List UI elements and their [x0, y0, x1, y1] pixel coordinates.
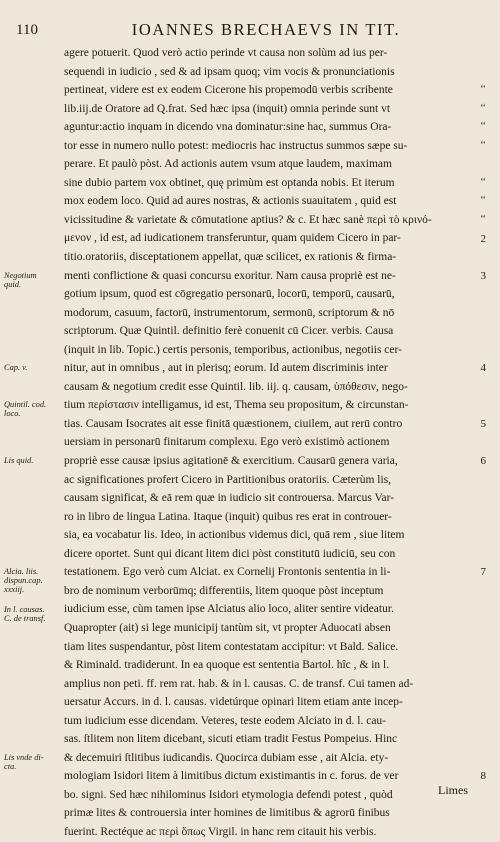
margin-note: Negotium quid.	[4, 270, 37, 289]
text-line: iudicium esse, cùm tamen ipse Alciatus alio loco, aliter sentire videatur.	[64, 603, 394, 616]
text-line: tias. Causam Isocrates ait esse finitā quæstionem, ciuilem, aut rerū contro	[64, 417, 403, 430]
margin-note: Lis quid.	[4, 456, 34, 466]
text-line: bro de nominum verborūmq; differentiis, litem quoque pòst inceptum	[64, 584, 384, 597]
text-line: sia, ea vocabatur lis. Ideo, in actionibus videmus dici, quā rem , siue litem	[64, 529, 405, 542]
quotation-mark: ‘‘	[480, 176, 486, 188]
text-line: uersiam in personarū finitarum complexu. Ego verò existimò actionem	[64, 436, 390, 449]
text-line: primæ lites & controuersia inter homines de limitibus & agrorū finibus	[64, 807, 390, 820]
text-line: tor esse in numero nullo potest: mediocris hac instructus summos sæpe su-	[64, 139, 408, 152]
text-line: uersatur Accurs. in d. l. causas. videtúrque opinari litem etiam ante incep-	[64, 696, 403, 709]
text-line: pertineat, videre est ex eodem Cicerone his propemodū verbis scribente	[64, 84, 393, 97]
left-margin-notes	[4, 0, 62, 816]
text-line: mologiam Isidori litem à limitibus dictum existimantis in c. forus. de ver	[64, 770, 399, 783]
text-line: vicissitudine & varietate & cōmutatione aptius? & c. Et hæc sanè περὶ τὸ κρινό-	[64, 213, 432, 226]
text-line: ac significationes profert Cicero in Partitionibus oratoriis. Cæterùm lis,	[64, 473, 392, 486]
text-line: sine dubio partem vox obtinet, quę primùm est optanda nobis. Et iterum	[64, 176, 395, 189]
text-line: dicere oportet. Sunt qui dicant litem dici pòst constitutū iudiciū, seu con	[64, 547, 396, 560]
catchword: Limes	[438, 783, 468, 797]
quotation-mark: ‘‘	[480, 121, 486, 133]
text-line: (inquit in lib. Topic.) certis personis, temporibus, actionibus, negotiis cer-	[64, 343, 402, 356]
quotation-mark: ‘‘	[480, 195, 486, 207]
margin-number: 5	[480, 418, 486, 430]
text-line: titio.oratoriis, disceptationem appellat, quæ scilicet, ex rationis & firma-	[64, 251, 397, 264]
quotation-mark: ‘‘	[480, 213, 486, 225]
text-line: gotium ipsum, quod est cōgregatio personarū, locorū, temporū, causarū,	[64, 288, 395, 301]
text-line: lib.iij.de Oratore ad Q.frat. Sed hæc ipsa (inquit) omnia perinde sunt vt	[64, 102, 391, 115]
text-line: ro in libro de lingua Latina. Itaque (inquit) quibus res erat in controuer-	[64, 510, 392, 523]
text-line: amplius non peti. ff. rem rat. hab. & in l. causas. C. de transf. Cui tamen ad-	[64, 677, 414, 690]
text-line: & decemuiri ſtlitibus iudicandis. Quocirca dubiam esse , ait Alcia. ety-	[64, 751, 389, 764]
quotation-mark: ‘‘	[480, 102, 486, 114]
margin-note: Cap. v.	[4, 363, 28, 373]
margin-number: 6	[480, 455, 486, 468]
text-line: menti conflictione & quasi concursu exoritur. Nam causa propriè est ne-	[64, 269, 396, 282]
text-line: agere potuerit. Quod verò actio perinde vt causa non solùm ad ius per-	[64, 47, 388, 59]
text-line: fuerint. Rectéque ac περὶ ὅπως Virgil. in hanc rem citauit his verbis.	[64, 825, 377, 838]
margin-number: 7	[480, 566, 486, 579]
quotation-mark: ‘‘	[480, 84, 486, 96]
margin-number: 2	[480, 232, 486, 245]
margin-number: 3	[480, 269, 486, 282]
margin-note: In l. causas. C. de transf.	[4, 604, 46, 623]
margin-note: Alcia. liis. dispun.cap. xxxiij.	[4, 567, 43, 595]
text-line: modorum, casuum, factorū, instrumentorum, sermonū, scriptorum & nō	[64, 306, 395, 319]
margin-note: Lis vnde di- cta.	[4, 752, 44, 771]
running-head: IOANNES BRECHAEVS IN TIT.	[131, 20, 401, 39]
text-line: Quapropter (ait) si lege municipij tantùm sit, vt propter Aduocati absen	[64, 621, 391, 634]
text-line: sequendi in iudicio , sed & ad ipsam quoq; vim vocis & pronunciationis	[64, 65, 395, 78]
main-text	[64, 44, 464, 842]
text-line: scriptorum. Quæ Quintil. definitio ferè conuenit cū Cicer. verbis. Causa	[64, 325, 394, 338]
page-header	[16, 20, 476, 42]
margin-number: 8	[480, 770, 486, 783]
right-margin-marks	[474, 0, 500, 816]
text-line: mox eodem loco. Quid ad aures nostras, & actionis suauitatem , quid est	[64, 195, 397, 208]
text-line: causam significat, & eā rem quæ in iudicio sit controuersa. Marcus Var-	[64, 492, 395, 505]
margin-note: Quintil. cod. loco.	[4, 400, 47, 419]
margin-number: 4	[480, 362, 486, 375]
text-line: perare. Et paulò pòst. Ad actionis autem vsum atque laudem, maximam	[64, 158, 392, 171]
page-number: 110	[16, 22, 38, 38]
text-line: nitur, aut in omnibus , aut in plerisq; eorum. Id autem discriminis inter	[64, 362, 388, 375]
text-line: tum iudicium esse dicendam. Veteres, teste eodem Alciato in d. l. cau-	[64, 714, 387, 727]
text-line: sas. ſtlitem non litem dicebant, sicuti etiam tradit Festus Pompeius. Hinc	[64, 733, 398, 746]
text-line: propriè esse causæ ipsius agitationē & exercitium. Causarū genera varia,	[64, 455, 398, 468]
text-line: tium περίστασιν intelligamus, id est, Thema seu propositum, & circunstan-	[64, 399, 409, 412]
quotation-mark: ‘‘	[480, 139, 486, 151]
text-line: causam & negotium credit esse Quintil. lib. iij. q. causam, ὑπόθεσιν, nego-	[64, 380, 408, 393]
text-line: tiam lites suspendantur, pòst litem contestatam accipitur: vt Bald. Salice.	[64, 640, 399, 653]
text-line: aguntur:actio inquam in dicendo vna dominatur:sine hac, summus Ora-	[64, 121, 392, 134]
text-line: μενον , id est, ad iudicationem transferuntur, quam quidem Cicero in par-	[64, 232, 401, 245]
text-line: bo. signi. Sed hæc nihilominus Isidori etymologia defendi potest , quòd	[64, 788, 393, 801]
text-line: testationem. Ego verò cum Alciat. ex Cornelij Frontonis sententia in li-	[64, 566, 391, 579]
text-line: & Riminald. tradiderunt. In ea quoque est sententia Bartol. hîc , & in l.	[64, 659, 390, 672]
